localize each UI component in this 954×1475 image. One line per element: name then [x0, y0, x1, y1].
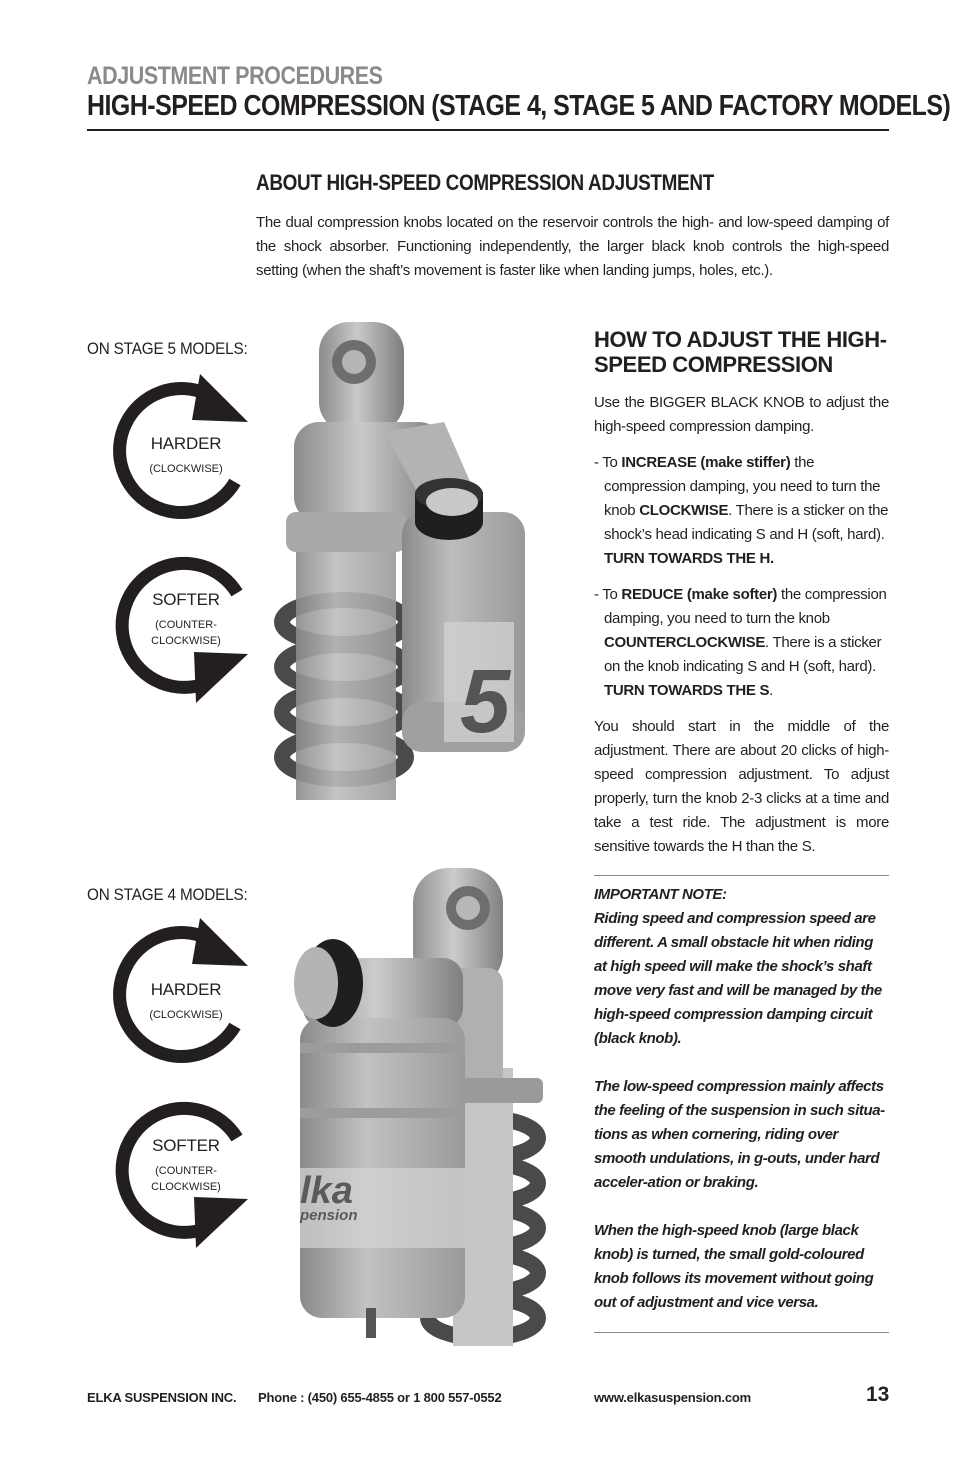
- stage4-harder-dial: [112, 916, 252, 1066]
- header-rule: [87, 129, 889, 131]
- page-header: [87, 62, 951, 122]
- counter-clockwise-note-1: (COUNTER-: [155, 1165, 217, 1177]
- bullet-prefix: - To: [594, 586, 622, 603]
- closing-paragraph: You should start in the middle of the adjustment. There are about 20 clicks of high-speed compression adjustment. To adjust properly, turn the knob 2-3 clicks at a time and take a test ride. The adjustment is more sensitive towards the H than the S.: [594, 718, 889, 855]
- clockwise-emphasis: CLOCKWISE: [639, 502, 729, 519]
- stage5-softer-dial: [112, 548, 252, 698]
- stage5-shock-photo: [274, 322, 554, 800]
- note-paragraph-2: The low-speed compression mainly affects the feeling of the suspension in such situa-tions as when cornering, riding over smooth undulations, in g-outs, under hard acceler-ation or braking.: [594, 1078, 885, 1191]
- intro-paragraph: Use the BIGGER BLACK KNOB to adjust the high-speed compression damping.: [594, 394, 889, 435]
- turn-towards-s-emphasis: TURN TOWARDS THE S: [604, 682, 770, 699]
- stage5-label: ON STAGE 5 MODELS:: [87, 339, 248, 358]
- note-heading: IMPORTANT NOTE:: [594, 886, 727, 903]
- bullet-end: .: [769, 682, 774, 699]
- footer-phone: Phone : (450) 655-4855 or 1 800 557-0552: [258, 1390, 502, 1405]
- increase-emphasis: INCREASE (make stiffer): [621, 454, 791, 471]
- increase-bullet: [594, 451, 889, 571]
- counter-clockwise-note-2: CLOCKWISE): [151, 635, 221, 647]
- note-paragraph-3: When the high-speed knob (large black knob) is turned, the small gold-coloured knob follows its movement without going out of adjustment and vice versa.: [594, 1222, 874, 1311]
- stage4-shock-photo: [278, 868, 550, 1346]
- stage4-softer-dial: [112, 1093, 252, 1243]
- turn-towards-h-emphasis: TURN TOWARDS THE H.: [604, 550, 774, 567]
- note-top-rule: [594, 875, 889, 876]
- counter-clockwise-note-2: CLOCKWISE): [151, 1181, 221, 1193]
- stage4-label: ON STAGE 4 MODELS:: [87, 885, 248, 904]
- harder-label: HARDER: [150, 434, 222, 453]
- reduce-bullet: [594, 583, 889, 703]
- section-title: ADJUSTMENT PROCEDURES: [87, 62, 383, 90]
- about-paragraph: The dual compression knobs located on the reservoir controls the high- and low-speed damping of the shock absorber. Functioning independently, the larger black knob controls the high-speed setting (when the shaft’s movement is faster like when landing jumps, holes, etc.).: [256, 214, 889, 279]
- about-heading: ABOUT HIGH-SPEED COMPRESSION ADJUSTMENT: [256, 170, 714, 195]
- page-title: HIGH-SPEED COMPRESSION (STAGE 4, STAGE 5 AND FACTORY MODELS): [87, 90, 951, 122]
- stage-5-sticker-text: 5: [460, 652, 511, 752]
- bullet-text: the compression damping, you need to turn the knob: [604, 586, 887, 627]
- suspension-sticker-text: pension: [300, 1207, 358, 1224]
- note-bottom-rule: [594, 1332, 889, 1333]
- bullet-text: . There is a sticker on the knob indicating S and H (soft, hard).: [604, 634, 882, 675]
- page-number: 13: [866, 1383, 890, 1406]
- bullet-prefix: - To: [594, 454, 622, 471]
- footer-company: ELKA SUSPENSION INC.: [87, 1390, 237, 1405]
- footer-website: www.elkasuspension.com: [594, 1390, 751, 1405]
- counter-clockwise-note-1: (COUNTER-: [155, 619, 217, 631]
- elka-sticker-text: lka: [300, 1170, 353, 1212]
- softer-label: SOFTER: [152, 1136, 220, 1155]
- counterclockwise-emphasis: COUNTERCLOCKWISE: [604, 634, 766, 651]
- how-to-heading: HOW TO ADJUST THE HIGH-SPEED COMPRESSION: [594, 327, 887, 377]
- bullet-text: the compression damping, you need to turn the knob: [604, 454, 881, 519]
- clockwise-note: (CLOCKWISE): [149, 463, 223, 475]
- bullet-text: . There is a sticker on the shock’s head indicating S and H (soft, hard).: [604, 502, 889, 543]
- softer-label: SOFTER: [152, 590, 220, 609]
- stage5-harder-dial: [112, 372, 252, 522]
- important-note: [594, 883, 889, 1339]
- harder-label: HARDER: [150, 980, 222, 999]
- note-paragraph-1: Riding speed and compression speed are different. A small obstacle hit when riding at high speed will make the shock’s shaft move very fast and will be managed by the high-speed compression damping circuit (black knob).: [594, 910, 882, 1047]
- clockwise-note: (CLOCKWISE): [149, 1009, 223, 1021]
- reduce-emphasis: REDUCE (make softer): [621, 586, 778, 603]
- how-to-body: [594, 391, 889, 859]
